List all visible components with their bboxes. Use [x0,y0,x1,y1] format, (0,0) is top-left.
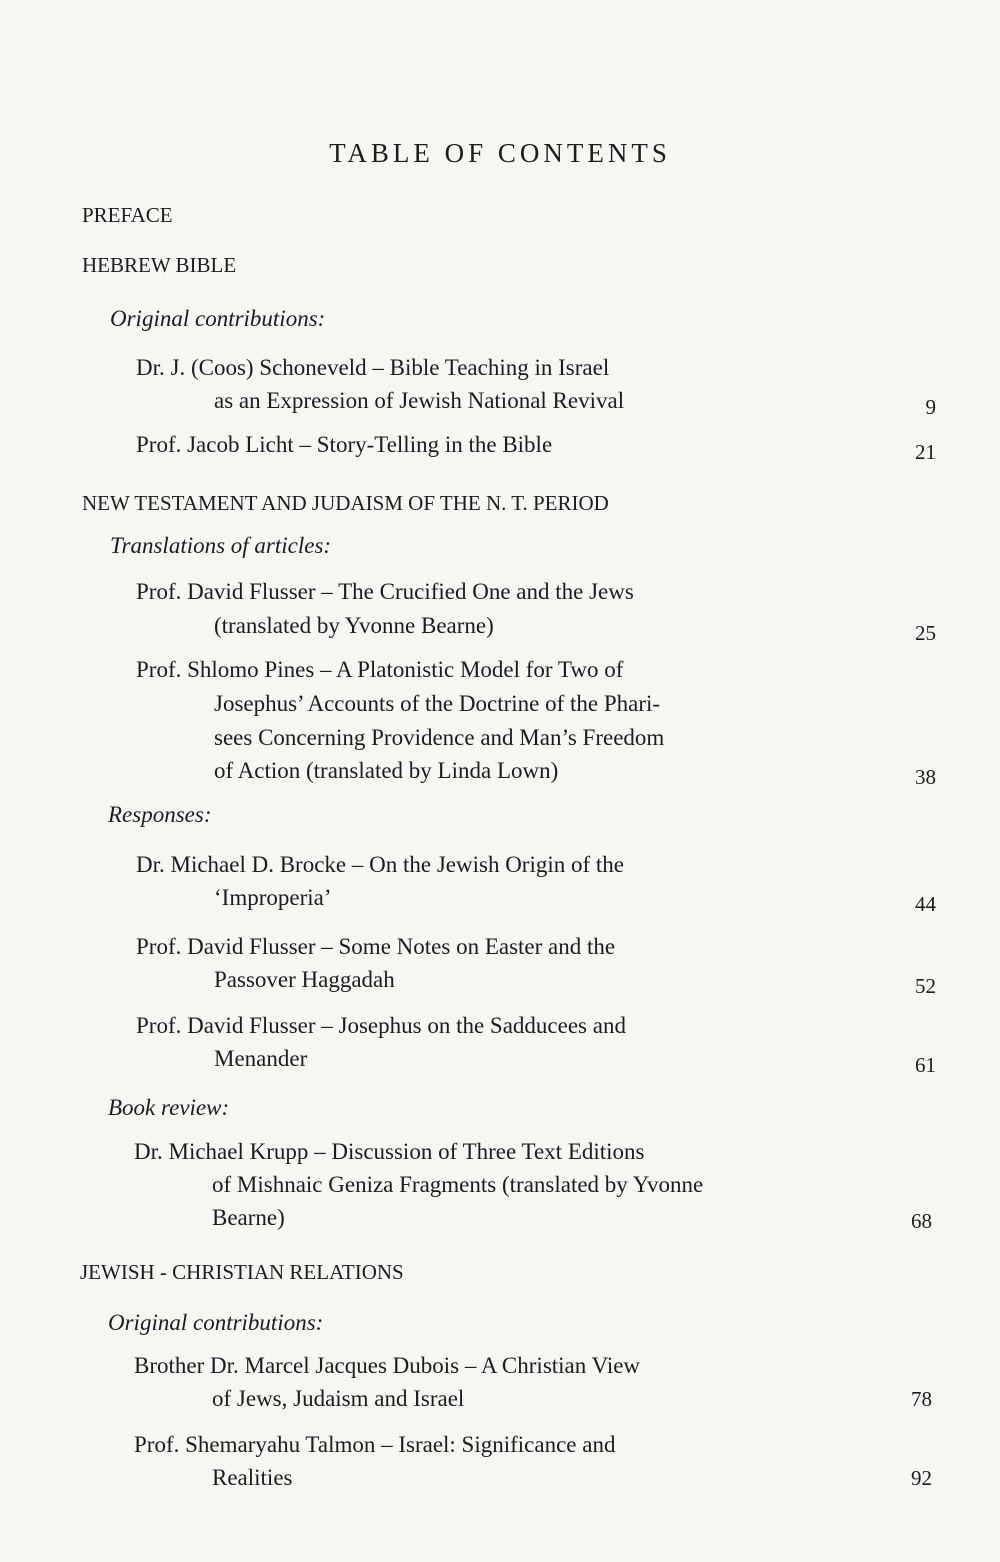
entry-line: Prof. Shemaryahu Talmon – Israel: Significance and [134,1432,616,1457]
section-hebrew-bible: HEBREW BIBLE [82,253,237,277]
page-number: 78 [911,1387,932,1411]
page-number: 68 [911,1209,932,1233]
toc-entry [134,1432,934,1502]
entry-line: Dr. J. (Coos) Schoneveld – Bible Teaching in Israel [136,355,610,380]
entry-line: of Action (translated by Linda Lown) [214,758,559,783]
toc-entry [134,1139,934,1239]
subsection-hb-original: Original contributions: [110,306,326,331]
toc-entry [136,355,936,425]
entry-line: of Jews, Judaism and Israel [212,1386,465,1411]
entry-line: Josephus’ Accounts of the Doctrine of the Phari- [214,691,661,716]
toc-entry [136,579,936,649]
toc-entry [136,657,936,797]
page-number: 92 [911,1466,932,1490]
page-number: 61 [915,1053,936,1077]
page-number: 52 [915,974,936,998]
entry-line: Menander [214,1046,308,1071]
section-jewish-christian: JEWISH - CHRISTIAN RELATIONS [80,1260,404,1284]
entry-line: Dr. Michael D. Brocke – On the Jewish Origin of the [136,852,625,877]
section-preface: PREFACE [82,203,173,227]
entry-line: Prof. Jacob Licht – Story-Telling in the Bible [136,432,553,457]
subsection-nt-translations: Translations of articles: [110,533,332,558]
page-number: 21 [915,440,936,464]
entry-line: Prof. David Flusser – Josephus on the Sadducees and [136,1013,626,1038]
page-number: 9 [925,395,936,419]
toc-entry [136,852,936,922]
entry-line: Brother Dr. Marcel Jacques Dubois – A Christian View [134,1353,641,1378]
subsection-nt-book-review: Book review: [108,1095,230,1120]
entry-line: Realities [212,1465,293,1490]
page-title: TABLE OF CONTENTS [329,138,671,168]
entry-line: Prof. David Flusser – Some Notes on Easter and the [136,934,616,959]
toc-entry [136,1013,936,1083]
page-number: 25 [915,621,936,645]
entry-line: ‘Improperia’ [214,885,332,910]
entry-line: Passover Haggadah [214,967,395,992]
entry-line: sees Concerning Providence and Man’s Freedom [214,725,665,750]
entry-line: Prof. David Flusser – The Crucified One and the Jews [136,579,634,604]
toc-entry [136,432,936,467]
section-new-testament: NEW TESTAMENT AND JUDAISM OF THE N. T. PERIOD [82,491,609,515]
entry-line: Bearne) [212,1205,285,1230]
subsection-jc-original: Original contributions: [108,1310,324,1335]
page-number: 38 [915,765,936,789]
entry-line: Dr. Michael Krupp – Discussion of Three Text Editions [134,1139,645,1164]
entry-line: as an Expression of Jewish National Revival [214,388,625,413]
entry-line: of Mishnaic Geniza Fragments (translated by Yvonne [212,1172,704,1197]
entry-line: Prof. Shlomo Pines – A Platonistic Model for Two of [136,657,624,682]
entry-line: (translated by Yvonne Bearne) [214,613,494,638]
page-number: 44 [915,892,936,916]
subsection-nt-responses: Responses: [108,802,212,827]
toc-entry [136,934,936,1004]
toc-entry [134,1353,934,1423]
